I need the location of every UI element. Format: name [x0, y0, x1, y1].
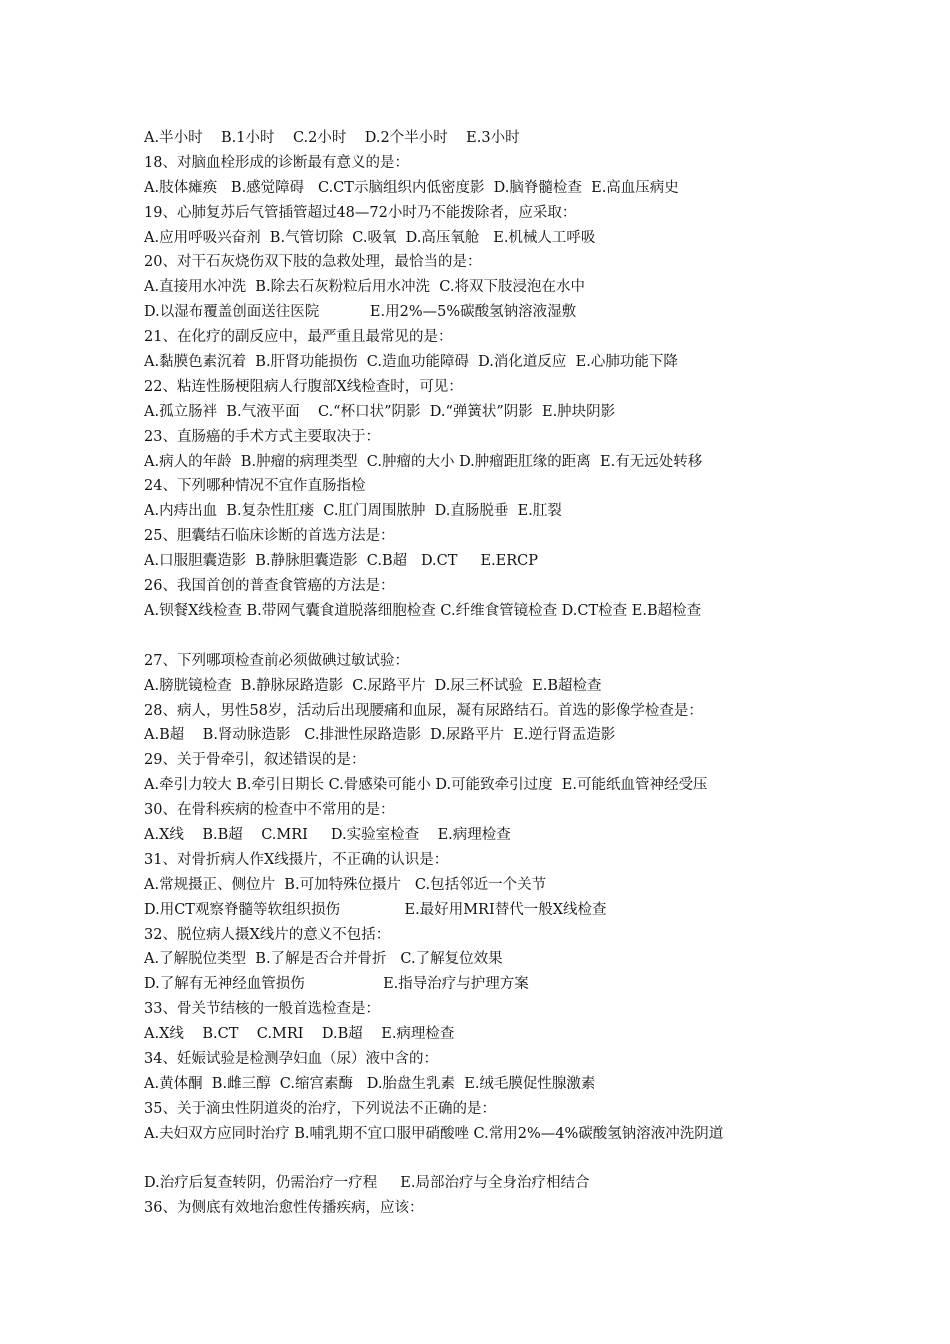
answer-options-20-a: A.直接用水冲洗 B.除去石灰粉粒后用水冲洗 C.将双下肢浸泡在水中	[144, 279, 585, 296]
answer-options-31-b: D.用CT观察脊髓等软组织损伤 E.最好用MRI替代一般X线检查	[144, 901, 607, 918]
answer-options-24: A.内痔出血 B.复杂性肛瘘 C.肛门周围脓肿 D.直肠脱垂 E.肛裂	[144, 503, 562, 520]
answer-options-35-b: D.治疗后复查转阴，仍需治疗一疗程 E.局部治疗与全身治疗相结合	[144, 1175, 590, 1192]
question-22: 22、粘连性肠梗阻病人行腹部X线检查时，可见：	[144, 378, 463, 395]
question-28: 28、病人，男性58岁，活动后出现腰痛和血尿，凝有尿路结石。首选的影像学检查是：	[144, 702, 703, 719]
question-26: 26、我国首创的普查食管癌的方法是：	[144, 578, 395, 595]
question-31: 31、对骨折病人作X线摄片，不正确的认识是：	[144, 851, 449, 868]
answer-options-21: A.黏膜色素沉着 B.肝肾功能损伤 C.造血功能障碍 D.消化道反应 E.心肺功能下降	[144, 354, 678, 371]
answer-options-35-a: A.夫妇双方应同时治疗 B.哺乳期不宜口服甲硝酸唑 C.常用2%—4%碳酸氢钠溶液冲洗阴道	[144, 1125, 724, 1142]
question-34: 34、妊娠试验是检测孕妇血（尿）液中含的：	[144, 1050, 438, 1067]
answer-options-25: A.口服胆囊造影 B.静脉胆囊造影 C.B超 D.CT E.ERCP	[144, 553, 539, 570]
answer-options-34: A.黄体酮 B.雌三醇 C.缩宫素酶 D.胎盘生乳素 E.绒毛膜促性腺激素	[144, 1075, 596, 1092]
answer-options-17: A.半小时 B.1小时 C.2小时 D.2个半小时 E.3小时	[144, 130, 520, 146]
answer-options-23: A.病人的年龄 B.肿瘤的病理类型 C.肿瘤的大小 D.肿瘤距肛缘的距离 E.有无远处转移	[144, 453, 703, 470]
question-36: 36、为侧底有效地治愈性传播疾病，应该：	[144, 1200, 424, 1217]
question-24: 24、下列哪种情况不宜作直肠指检	[144, 478, 366, 495]
answer-options-30: A.X线 B.B超 C.MRI D.实验室检查 E.病理检查	[144, 826, 511, 843]
question-18: 18、对脑血栓形成的诊断最有意义的是：	[144, 154, 409, 171]
answer-options-20-b: D.以湿布覆盖创面送往医院 E.用2%—5%碳酸氢钠溶液湿敷	[144, 304, 577, 321]
answer-options-19: A.应用呼吸兴奋剂 B.气管切除 C.吸氧 D.高压氧舱 E.机械人工呼吸	[144, 229, 596, 246]
document-page	[144, 126, 814, 1221]
question-19: 19、心肺复苏后气管插管超过48—72小时乃不能拨除者，应采取：	[144, 204, 577, 221]
answer-options-28: A.B超 B.肾动脉造影 C.排泄性尿路造影 D.尿路平片 E.逆行肾盂造影	[144, 727, 616, 744]
answer-options-32-a: A.了解脱位类型 B.了解是否合并骨折 C.了解复位效果	[144, 951, 503, 968]
question-23: 23、直肠癌的手术方式主要取决于：	[144, 428, 380, 445]
question-20: 20、对干石灰烧伤双下肢的急救处理，最恰当的是：	[144, 254, 482, 271]
answer-options-29: A.牵引力较大 B.牵引日期长 C.骨感染可能小 D.可能致牵引过度 E.可能纸血管神经受压	[144, 777, 708, 794]
question-32: 32、脱位病人摄X线片的意义不包括：	[144, 926, 391, 943]
question-21: 21、在化疗的副反应中，最严重且最常见的是：	[144, 329, 453, 346]
question-30: 30、在骨科疾病的检查中不常用的是：	[144, 802, 395, 819]
answer-options-18: A.肢体瘫痪 B.感觉障碍 C.CT示脑组织内低密度影 D.脑脊髓检查 E.高血压病史	[144, 179, 679, 196]
question-35: 35、关于滴虫性阴道炎的治疗，下列说法不正确的是：	[144, 1100, 496, 1117]
question-29: 29、关于骨牵引，叙述错误的是：	[144, 752, 366, 769]
answer-options-26: A.钡餐X线检查 B.带网气囊食道脱落细胞检查 C.纤维食管镜检查 D.CT检查 E.B超检查	[144, 602, 702, 619]
question-27: 27、下列哪项检查前必须做碘过敏试验：	[144, 652, 409, 669]
answer-options-32-b: D.了解有无神经血管损伤 E.指导治疗与护理方案	[144, 976, 529, 993]
answer-options-33: A.X线 B.CT C.MRI D.B超 E.病理检查	[144, 1026, 455, 1043]
question-25: 25、胆囊结石临床诊断的首选方法是：	[144, 528, 395, 545]
answer-options-31-a: A.常规摄正、侧位片 B.可加特殊位摄片 C.包括邻近一个关节	[144, 876, 547, 893]
answer-options-22: A.孤立肠袢 B.气液平面 C.“杯口状”阴影 D.“弹簧状”阴影 E.肿块阴影	[144, 403, 616, 420]
answer-options-27: A.膀胱镜检查 B.静脉尿路造影 C.尿路平片 D.尿三杯试验 E.B超检查	[144, 677, 602, 694]
question-33: 33、骨关节结核的一般首选检查是：	[144, 1001, 380, 1018]
